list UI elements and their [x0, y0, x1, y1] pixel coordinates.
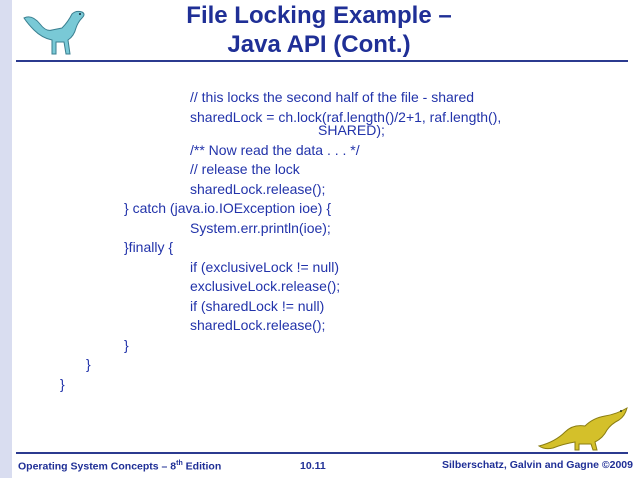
code-line: // release the lock	[190, 161, 300, 177]
code-line: exclusiveLock.release();	[190, 278, 341, 294]
footer-authors: Silberschatz, Galvin and Gagne ©2009	[442, 459, 633, 471]
code-line: System.err.println(ioe);	[190, 220, 331, 236]
code-line: sharedLock = ch.lock(raf.length()/2+1, raf.length(),	[190, 109, 502, 125]
code-line: }	[60, 376, 65, 392]
footer-divider	[16, 452, 628, 454]
left-accent-bar	[0, 0, 12, 478]
code-line: }	[86, 356, 91, 372]
code-line: }	[124, 337, 129, 353]
code-line: sharedLock.release();	[190, 181, 326, 197]
code-line: /** Now read the data . . . */	[190, 142, 360, 158]
slide-title-line-1: File Locking Example –	[186, 2, 452, 29]
code-line: // this locks the second half of the file - shared	[190, 89, 475, 105]
code-line: }finally {	[124, 239, 174, 255]
code-line: if (sharedLock != null)	[190, 298, 325, 314]
code-line: } catch (java.io.IOException ioe) {	[124, 200, 331, 216]
dinosaur-footer-icon	[535, 402, 631, 452]
footer-page-number: 10.11	[300, 460, 326, 472]
slide-title-line-2: Java API (Cont.)	[227, 31, 411, 58]
code-line: if (exclusiveLock != null)	[190, 259, 340, 275]
title-divider	[16, 60, 628, 62]
footer-book-title: Operating System Concepts – 8th Edition	[18, 460, 222, 473]
code-line: SHARED);	[318, 122, 385, 138]
code-line: sharedLock.release();	[190, 317, 326, 333]
